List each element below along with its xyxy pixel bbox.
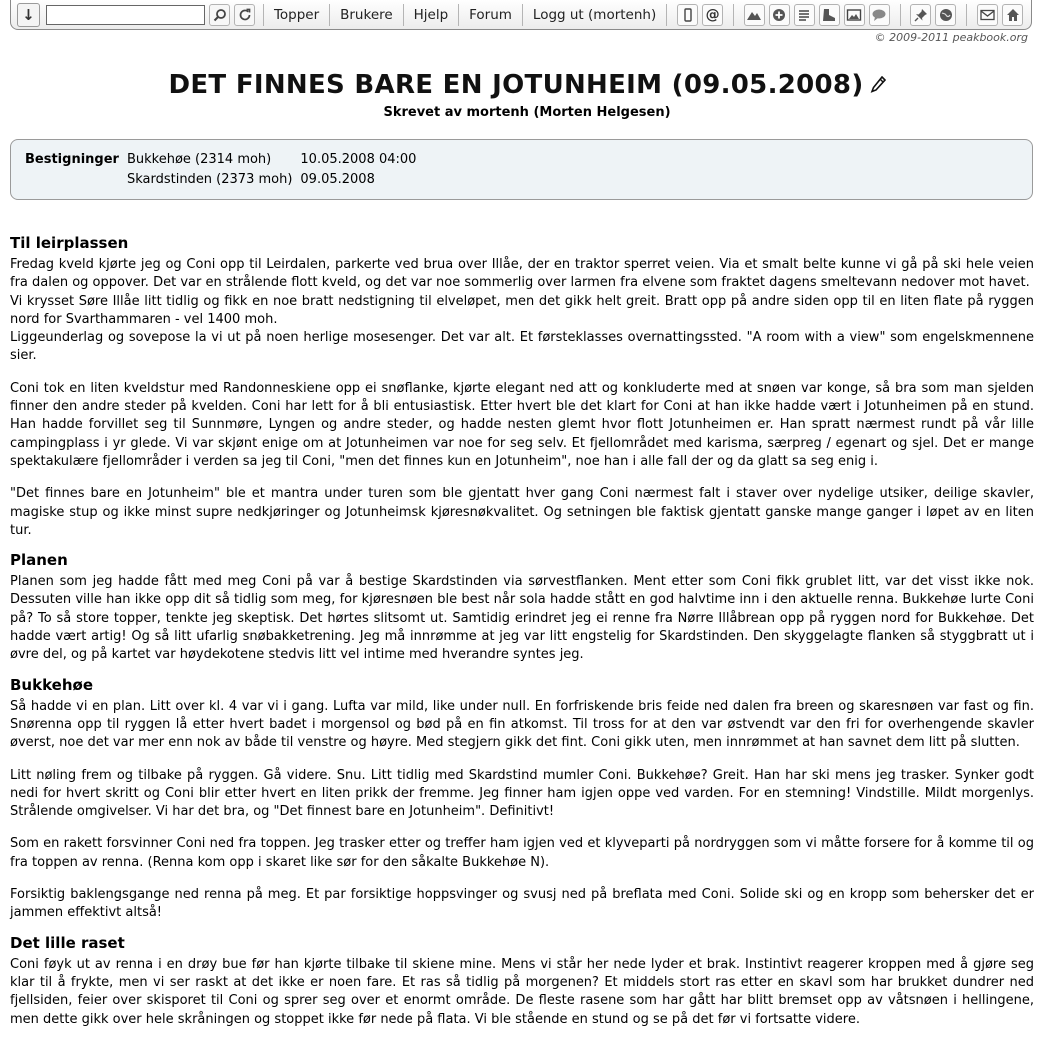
list-icon[interactable]	[794, 4, 815, 26]
toolbar-separator	[666, 4, 667, 26]
globe-icon[interactable]	[935, 4, 956, 26]
toolbar-separator	[733, 4, 734, 26]
article-paragraph: Som en rakett forsvinner Coni ned fra toppen. Jeg trasker etter og treffer ham igjen ved et klyveparti på nordryggen som vi måtte forsere for å komme til og fra toppen av renna. (Renna kom opp i skaret like sør for den såkalte Bukkehøe N).	[10, 836, 1034, 870]
ascents-table	[25, 152, 424, 192]
toolbar-separator	[329, 4, 330, 26]
article-paragraph: Liggeunderlag og sovepose la vi ut på noen herlige mosesenger. Det var alt. Et førsteklasses overnattingssted. "A room with a view" som engelskmennene sier.	[10, 330, 1034, 364]
article-paragraph: Vi krysset Søre Illåe litt tidlig og fikk en noe bratt nedstigning til elveløpet, men det gikk helt greit. Bratt opp på andre siden opp til en liten flate på ryggen nord for Svarthammaren - vel 1400 moh.	[10, 293, 1034, 327]
article-paragraph: Litt nøling frem og tilbake på ryggen. Gå videre. Snu. Litt tidlig med Skardstind mumler Coni. Bukkehøe? Greit. Han har ski mens jeg trasker. Synker godt nedi for hvert skritt og Coni blir etter hvert en liten prikk der fremme. Jeg finner ham igjen oppe ved varden. For en stemning! Vindstille. Mildt morgenlys. Strålende omgivelser. Vi har det bra, og "Det finnest bare en Jotunheim". Definitivt!	[10, 767, 1034, 820]
section-heading: Bukkehøe	[10, 675, 93, 694]
peak-link[interactable]: Skardstinden (2373 moh)	[126, 172, 293, 187]
ascent-date: 09.05.2008	[300, 172, 375, 187]
search-icon[interactable]	[209, 4, 230, 26]
article-paragraph: Planen som jeg hadde fått med meg Coni på var å bestige Skardstinden via sørvestflanken. Ment etter som Coni fikk grublet litt, var det visst ikke nok. Dessuten ville han ikke opp dit så tidlig som meg, for kjøresnøen ble best når sola hadde stått en god halvtime inn i den aktuelle renna. Bukkehøe lurte Coni på? To så store topper, tenkte jeg skeptisk. Det hørtes slitsomt ut. Samtidig erindret jeg ei renne fra Nørre Illåbrean opp på ryggen nord for Bukkehøe. Det hadde vært artig! Og så litt ufarlig snøbakketrening. Jeg må innrømme at jeg var litt engstelig for Skardstinden. Den skyggelagte flanken så styggbratt ut i øvre del, og på kartet var høydekotene stedvis litt vel intime med hverandre syntes jeg.	[10, 574, 1034, 663]
refresh-icon[interactable]	[234, 4, 255, 26]
home-icon[interactable]	[1002, 4, 1023, 26]
author-byline: Skrevet av mortenh (Morten Helgesen)	[383, 105, 671, 120]
nav-logout[interactable]: Logg ut (mortenh)	[532, 6, 657, 23]
search-input[interactable]	[46, 5, 205, 25]
pencil-edit-icon[interactable]	[870, 71, 886, 101]
boot-icon[interactable]	[819, 4, 840, 26]
trip-report-article	[10, 233, 1034, 1043]
mobile-icon[interactable]	[677, 4, 698, 26]
top-toolbar	[10, 0, 1032, 30]
article-paragraph: Forsiktig baklengsgange ned renna på meg. Et par forsiktige hoppsvinger og svusj ned på breflata med Coni. Solide ski og en kropp som behersker det er jammen effektivt altså!	[10, 887, 1034, 921]
copyright-notice: © 2009-2011 peakbook.org	[874, 31, 1028, 44]
page-title-text: DET FINNES BARE EN JOTUNHEIM (09.05.2008)	[168, 70, 864, 100]
ascents-label: Bestigninger	[25, 152, 119, 167]
toolbar-separator	[263, 4, 264, 26]
down-arrow-icon[interactable]: ↓	[17, 3, 40, 27]
photo-icon[interactable]	[844, 4, 865, 26]
nav-topper[interactable]: Topper	[273, 6, 320, 23]
envelope-icon[interactable]	[977, 4, 998, 26]
article-paragraph: Coni føyk ut av renna i en drøy bue før han kjørte tilbake til skiene mine. Mens vi står her nede lyder et brak. Instintivt reagerer kroppen med å gjøre seg klar til å frykte, men vi ser raskt at det ikke er noen fare. Et ras så tidlig på morgenen? Et middels stort ras etter en skavl som har brukket dundrer ned fjellsiden, feier over skisporet til Coni og sprer seg over et enormt område. De fleste rasene som har gått har blitt bremset opp av våtsnøen i hellingene, men dette gikk over hele skråningen og stoppet ikke før nede på flata. Vi ble stående en stund og se på det før vi fortsatte videre.	[10, 956, 1034, 1027]
toolbar-separator	[458, 4, 459, 26]
nav-forum[interactable]: Forum	[469, 6, 512, 23]
nav-brukere[interactable]: Brukere	[340, 6, 393, 23]
article-paragraph: "Det finnes bare en Jotunheim" ble et mantra under turen som ble gjentatt hver gang Coni nærmest falt i staver over nydelige utsiker, deilige skavler, magiske stup og ikke minst supre nedkjøringer og Jotunheimsk kjøresnøkvalitet. Og setningen ble faktisk gjentatt ganske mange ganger i løpet av en liten tur.	[10, 486, 1034, 538]
article-paragraph: Så hadde vi en plan. Litt over kl. 4 var vi i gang. Lufta var mild, like under null. En forfriskende bris feide ned dalen fra breen og skaresnøen var fast og fin. Snørenna opp til ryggen lå etter hvert badet i morgensol og bød på en fin atkomst. Til tross for at den var østvendt var den fri for overhengende skavler øverst, noe det var mer enn nok av både til venstre og høyre. Med stegjern gikk det fint. Coni gikk uten, men innrømmet at han savnet dem litt på slutten.	[10, 698, 1034, 751]
ascent-row	[25, 152, 424, 172]
toolbar-separator	[522, 4, 523, 26]
ascent-date: 10.05.2008 04:00	[300, 152, 417, 167]
ascents-box	[10, 139, 1033, 200]
toolbar-separator	[966, 4, 967, 26]
pin-icon[interactable]	[910, 4, 931, 26]
ascent-row	[25, 172, 424, 192]
section-heading: Til leirplassen	[10, 234, 129, 252]
article-paragraph: Fredag kveld kjørte jeg og Coni opp til Leirdalen, parkerte ved brua over Illåe, der en traktor sperret veien. Via et smalt belte kunne vi gå på ski hele veien fra dalen og oppover. Det var en strålende flott kveld, og det var noe sommerlig over larmen fra elvene som fraktet dagens smeltevann nedover mot havet.	[10, 257, 1034, 291]
article-paragraph: Coni tok en liten kveldstur med Randonneskiene opp ei snøflanke, kjørte elegant ned att og konkluderte med at snøen var konge, så bra som man sjelden finner den andre steder på kvelden. Coni har lett for å bli entusiastisk. Etter hvert ble det klart for Coni at han ikke hadde vært i Jotunheimen på en stund. Han hadde forvillet seg til Sunnmøre, Lyngen og andre steder, og hadde nesten glemt hvor flott Jotunheimen er. Han spratt nærmest rundt på vår lille campingplass i yr glede. Vi var skjønt enige om at Jotunheimen var noe for seg selv. Et fjellområdet med karisma, særpreg / egenart og sjel. Det er mange spektakulære fjellområder i verden sa jeg til Coni, "men det finnes kun en Jotunheim", noe han i alle fall der og da glatt sa seg enig i.	[10, 380, 1034, 469]
section-heading: Det lille raset	[10, 933, 125, 952]
nav-hjelp[interactable]: Hjelp	[413, 6, 449, 23]
add-circle-icon[interactable]	[769, 4, 790, 26]
toolbar-separator	[403, 4, 404, 26]
mountain-icon[interactable]	[744, 4, 765, 26]
speech-bubble-icon[interactable]	[869, 4, 890, 26]
peak-link[interactable]: Bukkehøe (2314 moh)	[126, 152, 272, 167]
section-heading: Planen	[10, 551, 68, 570]
page-title	[0, 70, 1054, 101]
email-at-icon[interactable]: @	[702, 4, 723, 26]
ascents-label-empty	[25, 172, 127, 192]
toolbar-separator	[900, 4, 901, 26]
